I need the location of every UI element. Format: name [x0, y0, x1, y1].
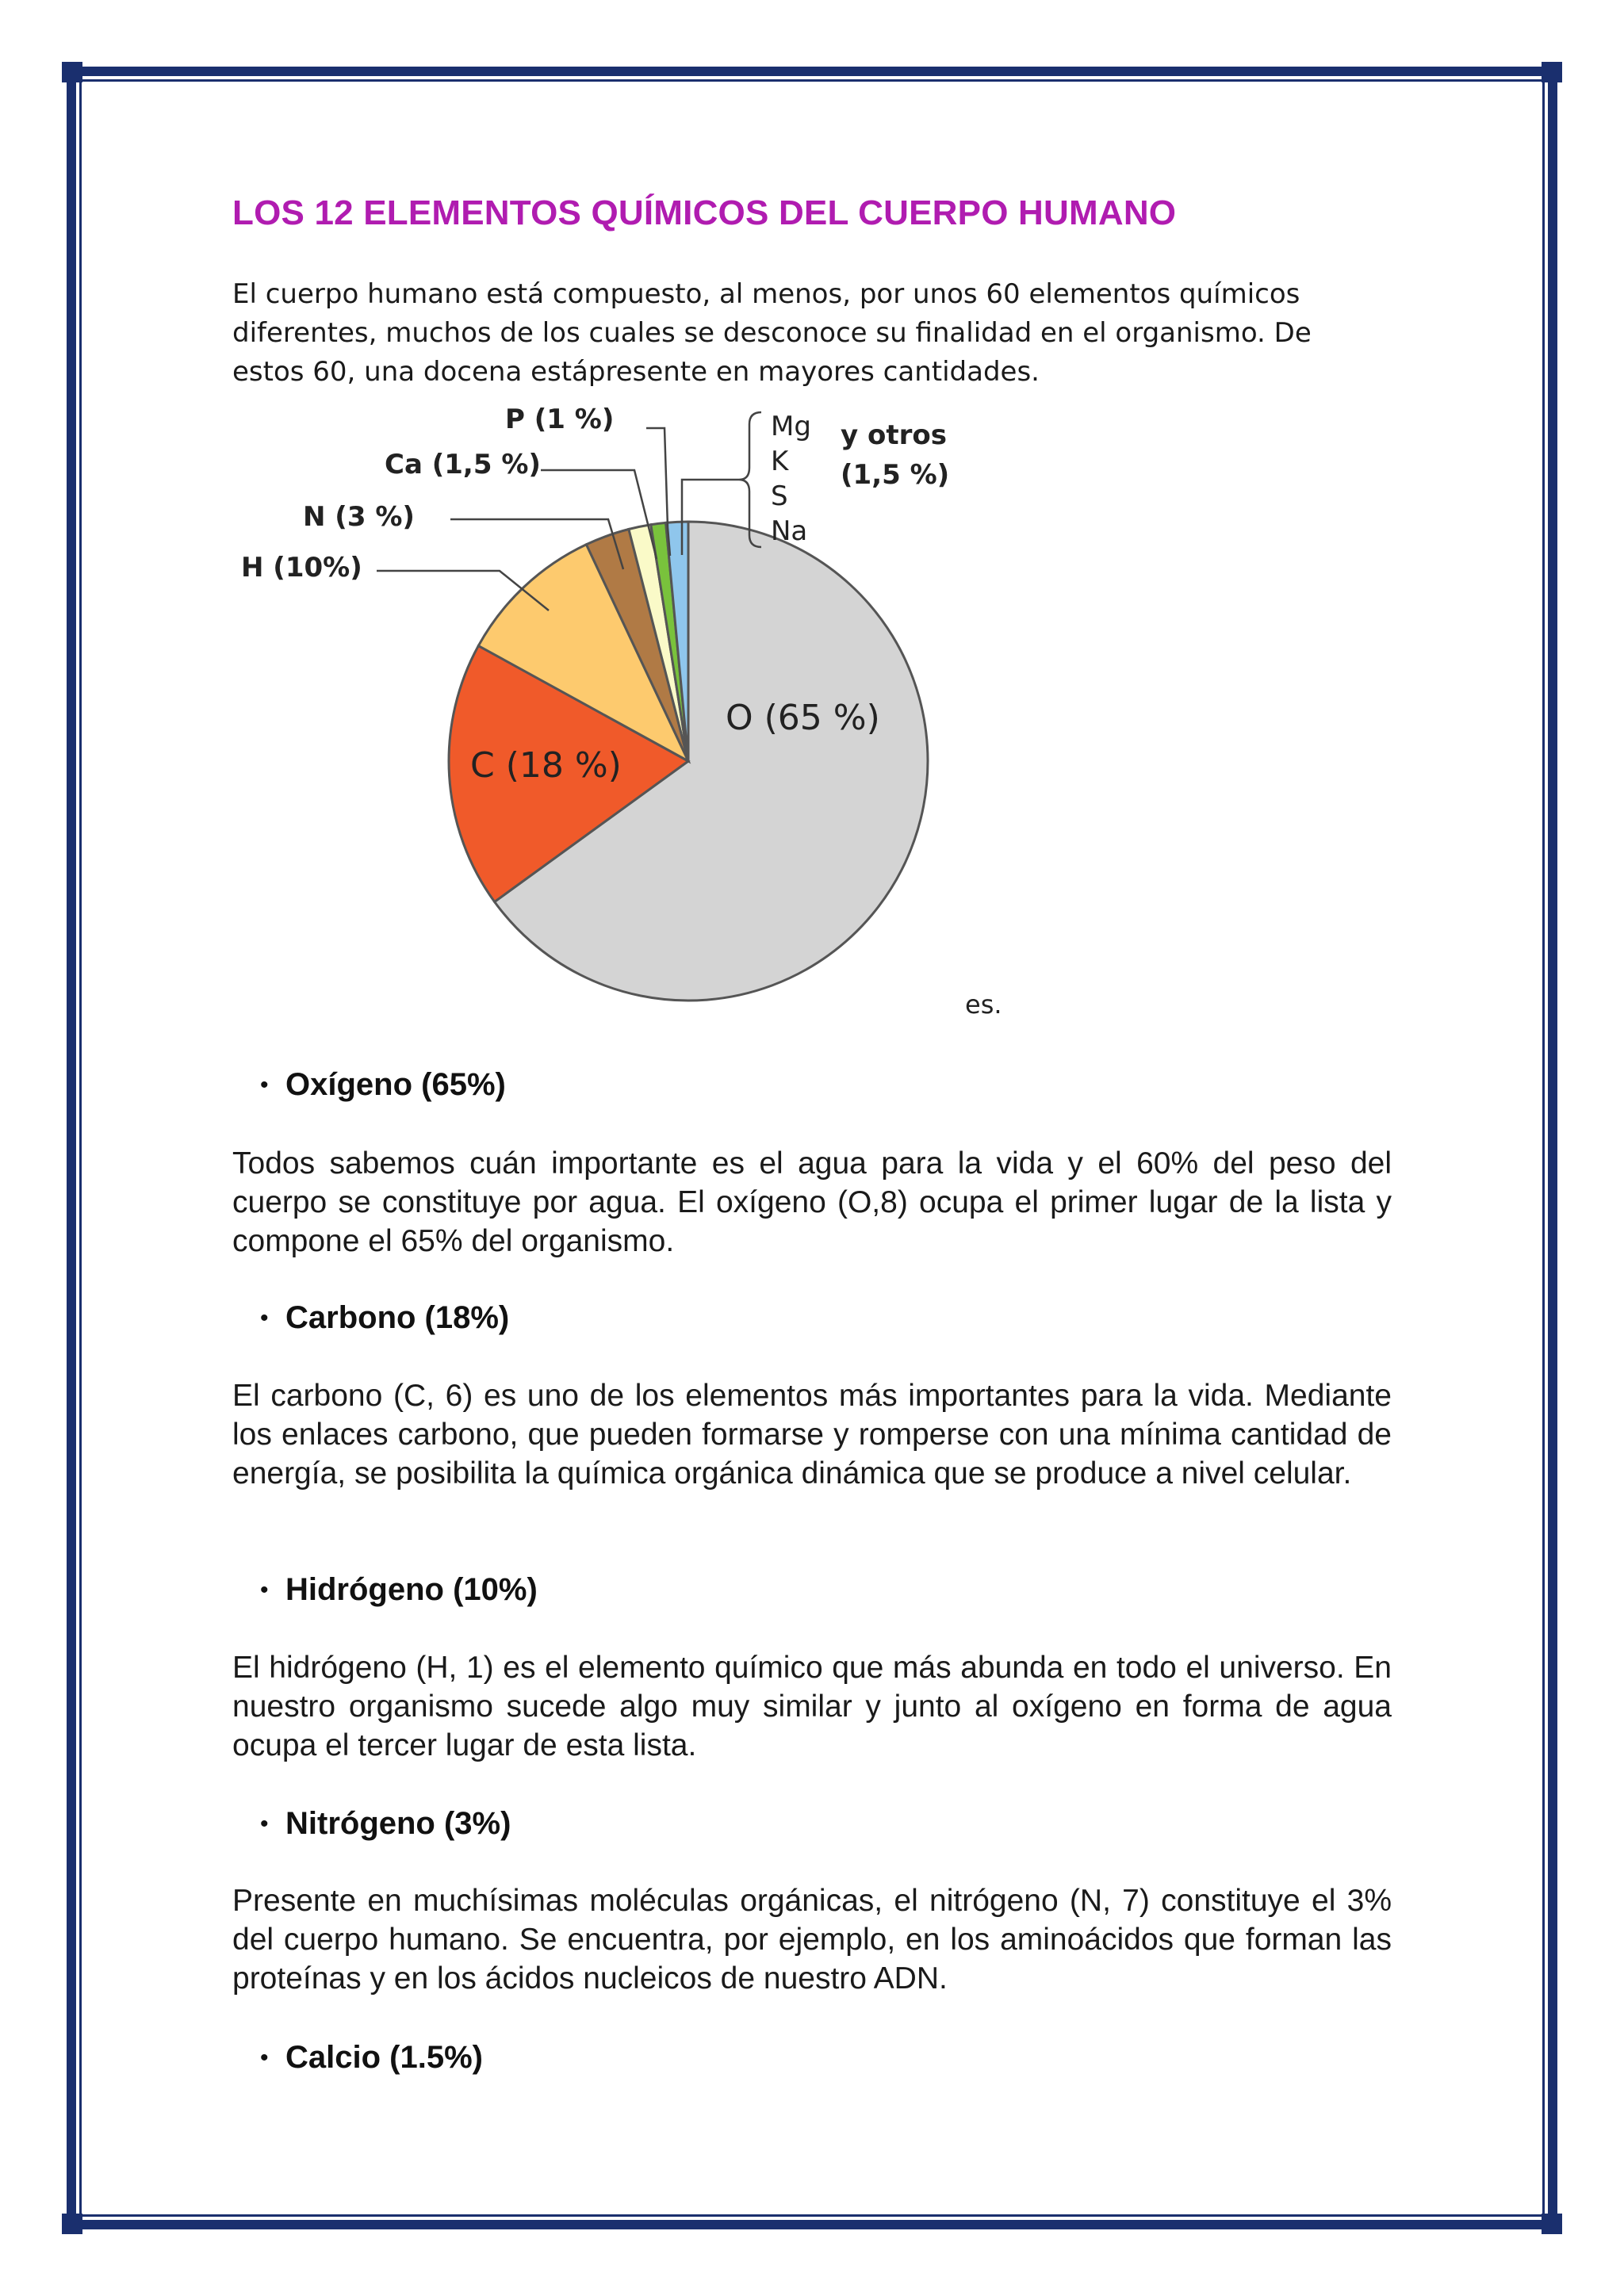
section-heading-label: Oxígeno (65%) [285, 1067, 506, 1102]
bullet-icon: • [260, 1811, 269, 1837]
bullet-icon: • [260, 2045, 269, 2071]
section-heading-oxigeno [260, 1067, 506, 1103]
section-heading-label: Hidrógeno (10%) [285, 1572, 538, 1607]
data-label-p: P (1 %) [505, 404, 615, 435]
section-heading-nitrogeno [260, 1806, 511, 1842]
data-label-others: y otros [841, 419, 947, 451]
section-heading-label: Carbono (18%) [285, 1300, 510, 1335]
bullet-icon: • [260, 1305, 269, 1331]
section-heading-hidrogeno [260, 1572, 538, 1608]
section-heading-calcio [260, 2040, 483, 2076]
section-body-carbono: El carbono (C, 6) es uno de los elementos más importantes para la vida. Mediante los enlaces carbono, que pueden formarse y romperse con una mínima cantidad de energía, se posibilita la química orgánica dinámica que se produce a nivel celular. [232, 1379, 1392, 1490]
data-label-others-percent: (1,5 %) [841, 459, 950, 491]
section-body-oxigeno: Todos sabemos cuán importante es el agua para la vida y el 60% del peso del cuerpo se constituye por agua. El oxígeno (O,8) ocupa el primer lugar de la lista y compone el 65% del organismo. [232, 1146, 1392, 1258]
bullet-icon: • [260, 1072, 269, 1098]
section-heading-carbono [260, 1300, 510, 1336]
data-label-h: H (10%) [241, 552, 362, 584]
section-heading-label: Nitrógeno (3%) [285, 1806, 511, 1841]
others-element-s: S [771, 480, 788, 512]
stray-text: es. [965, 989, 1002, 1020]
border-corner-ornament [1542, 2214, 1562, 2234]
section-body-hidrogeno: El hidrógeno (H, 1) es el elemento químico que más abunda en todo el universo. En nuestro organismo sucede algo muy similar y junto al oxígeno en forma de agua ocupa el tercer lugar de esta lista. [232, 1651, 1392, 1762]
data-label-o: O (65 %) [726, 698, 880, 738]
document-title: LOS 12 ELEMENTOS QUÍMICOS DEL CUERPO HUMANO [232, 193, 1177, 232]
section-heading-label: Calcio (1.5%) [285, 2040, 483, 2075]
others-element-mg: Mg [771, 411, 811, 442]
pie-chart-svg [230, 400, 991, 1003]
data-label-n: N (3 %) [303, 501, 415, 533]
others-element-na: Na [771, 515, 808, 547]
pie-chart [230, 400, 991, 1003]
others-element-k: K [771, 446, 789, 477]
section-body-nitrogeno: Presente en muchísimas moléculas orgánicas, el nitrógeno (N, 7) constituye el 3% del cuerpo humano. Se encuentra, por ejemplo, en los aminoácidos que forman las proteínas y en los ácidos nucleicos de nuestro ADN. [232, 1884, 1392, 1996]
bullet-icon: • [260, 1577, 269, 1603]
data-label-c: C (18 %) [470, 745, 622, 786]
intro-paragraph: El cuerpo humano está compuesto, al menos, por unos 60 elementos químicos diferentes, muchos de los cuales se desconoce su finalidad en el organismo. De estos 60, una docena estápresente en mayores cantidades. [232, 278, 1312, 388]
border-corner-ornament [62, 2214, 82, 2234]
border-corner-ornament [62, 62, 82, 82]
border-corner-ornament [1542, 62, 1562, 82]
data-label-ca: Ca (1,5 %) [385, 449, 541, 480]
